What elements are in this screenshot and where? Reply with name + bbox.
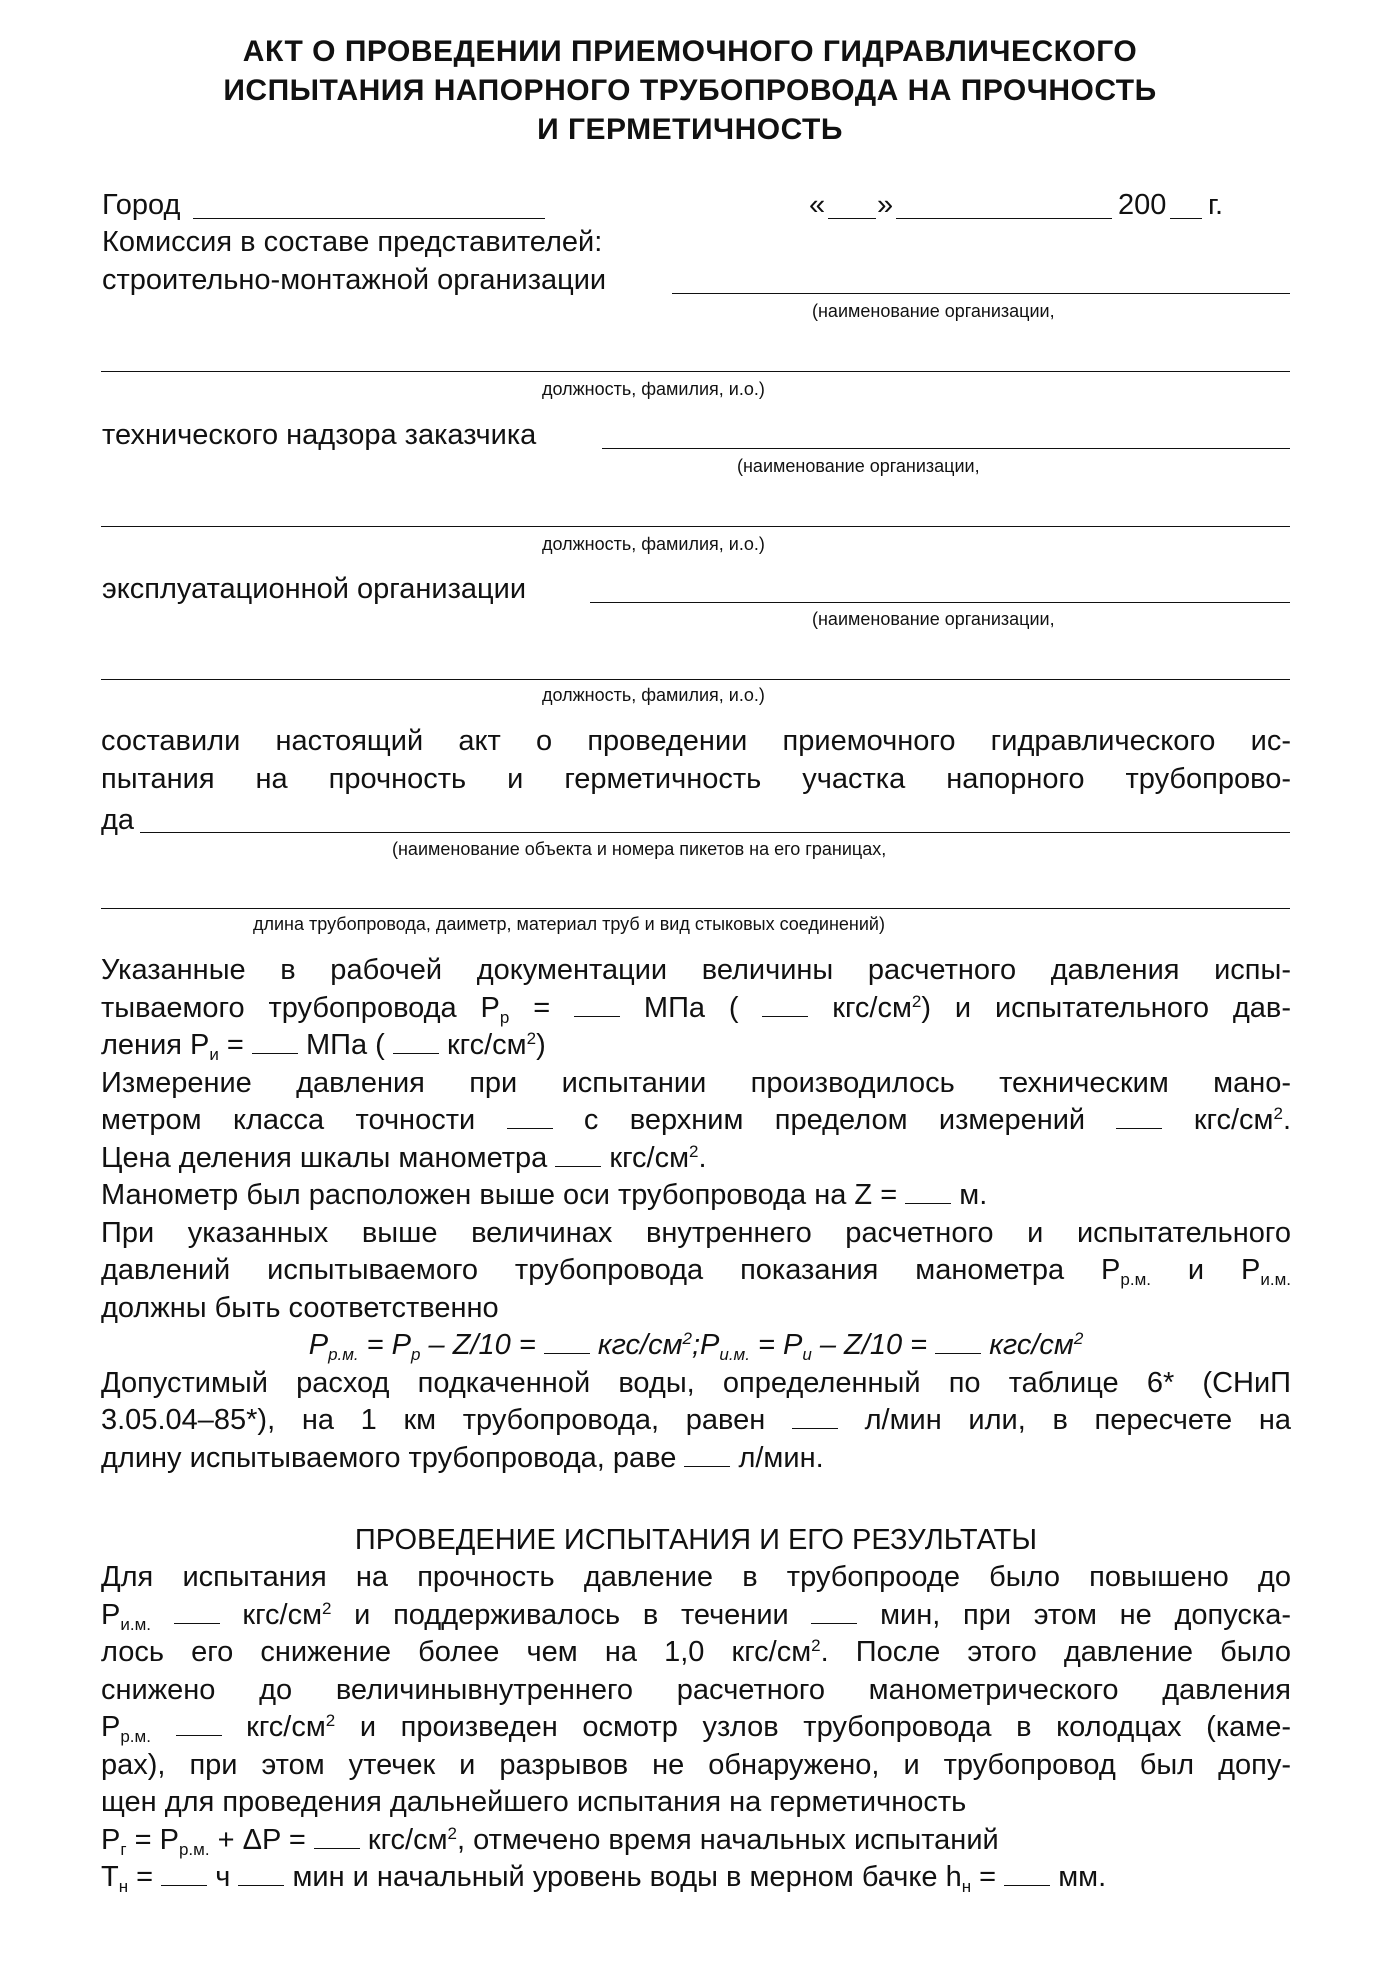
commission-label: Комиссия в составе представителей: xyxy=(102,226,603,258)
allowance-line-1: Допустимый расход подкаченной воды, определенный по таблице 6* (СНиП xyxy=(101,1366,1291,1399)
scale-division-field[interactable] xyxy=(555,1140,601,1167)
design-gauge-pressure-field[interactable] xyxy=(176,1709,222,1736)
pipe-details-field[interactable] xyxy=(101,908,1290,909)
document-title xyxy=(150,32,1230,149)
title-line-2: ИСПЫТАНИЯ НАПОРНОГО ТРУБОПРОВОДА НА ПРОЧНОСТЬ xyxy=(223,74,1157,107)
allowed-flow-per-km-field[interactable] xyxy=(792,1402,838,1429)
results-line-4: снижено до величинывнутреннего расчетного манометрического давления xyxy=(101,1673,1291,1706)
intro-line-2: пытания на прочность и герметичность участка напорного трубопрово- xyxy=(101,762,1291,795)
specs-line-3: ления $P_и$ = МПа ( кгс/$см^2$) xyxy=(101,1029,546,1064)
allowance-line-3: длину испытываемого трубопровода, раве л/мин. xyxy=(101,1441,824,1474)
construction-org-person-field[interactable] xyxy=(101,371,1290,372)
results-line-9: $T_н = ч$ мин и начальный уровень воды в мерном бачке $h_н$ = мм. xyxy=(101,1861,1107,1896)
operating-org-person-field[interactable] xyxy=(101,679,1290,680)
results-line-8: $P_г = P_{р.м.} + \Delta P = кгс/см^2$, отмечено время начальных испытаний xyxy=(101,1823,999,1859)
specs-line-9: давлений испытываемого трубопровода показания манометра $P_{р.м.}$ и $P_{и.м.}$ xyxy=(101,1254,1291,1289)
date-close-quote: » xyxy=(877,189,894,221)
results-line-6: рах), при этом утечек и разрывов не обнаружено, и трубопровод был допу- xyxy=(101,1748,1291,1781)
specs-line-4: Измерение давления при испытании производилось техническим мано- xyxy=(101,1066,1291,1099)
tightness-pressure-field[interactable] xyxy=(314,1822,360,1849)
hold-time-field[interactable] xyxy=(811,1597,857,1624)
year-prefix: 200 xyxy=(1118,189,1167,221)
operating-org-field[interactable] xyxy=(590,602,1290,603)
tech-supervision-label: технического надзора заказчика xyxy=(102,419,537,451)
specs-line-6: Цена деления шкалы манометра кгс/$см^2$. xyxy=(101,1141,707,1174)
results-line-7: щен для проведения дальнейшего испытания на герметичность xyxy=(101,1786,967,1818)
results-line-1: Для испытания на прочность давление в трубопрооде было повышено до xyxy=(101,1561,1291,1593)
specs-line-10: должны быть соответственно xyxy=(101,1291,499,1324)
city-label: Город xyxy=(102,189,181,221)
tech-supervision-person-caption: должность, фамилия, и.о.) xyxy=(542,534,765,554)
construction-org-caption: (наименование организации, xyxy=(812,301,1055,321)
tech-supervision-caption: (наименование организации, xyxy=(737,456,980,476)
gauge-formula: $P_{р.м.} = P_р - Z/10$ = кгс/$см^2;P_{и.м.} = P_и - Z/10 = кгс/см^2$ xyxy=(308,1329,1084,1364)
results-line-5: $P_{р.м.}$ кгс/$см^2$ и произведен осмотр узлов трубопровода в колодцах (каме- xyxy=(101,1711,1291,1746)
date-day-field[interactable] xyxy=(828,218,876,219)
initial-water-level-field[interactable] xyxy=(1004,1859,1050,1886)
tech-supervision-field[interactable] xyxy=(602,448,1290,449)
operating-org-caption: (наименование организации, xyxy=(812,609,1055,629)
title-line-1: АКТ О ПРОВЕДЕНИИ ПРИЕМОЧНОГО ГИДРАВЛИЧЕСКОГО xyxy=(242,35,1138,68)
construction-org-field[interactable] xyxy=(672,293,1290,294)
gauge-reading-im-field[interactable] xyxy=(935,1327,981,1354)
date-month-field[interactable] xyxy=(896,218,1112,219)
intro-paragraph xyxy=(101,723,1291,798)
intro-line-1: составили настоящий акт о проведении приемочного гидравлического ис- xyxy=(101,725,1291,757)
start-hours-field[interactable] xyxy=(161,1859,207,1886)
gauge-reading-rm-field[interactable] xyxy=(544,1327,590,1354)
construction-org-label: строительно-монтажной организации xyxy=(102,264,607,296)
results-line-3: лось его снижение более чем на 1,0 кгс/$см^2$. После этого давление было xyxy=(101,1636,1291,1668)
allowed-flow-total-field[interactable] xyxy=(684,1440,730,1467)
tech-supervision-person-field[interactable] xyxy=(101,526,1290,527)
results-line-2: $P_{и.м.}$ кгс/$см^2$ и поддерживалось в течении мин, при этом не допуска- xyxy=(101,1598,1291,1634)
specs-paragraph xyxy=(101,952,1291,1477)
object-caption: (наименование объекта и номера пикетов на его границах, xyxy=(392,839,887,859)
year-suffix: г. xyxy=(1208,189,1224,221)
design-pressure-mpa-field[interactable] xyxy=(574,990,620,1017)
operating-org-label: эксплуатационной организации xyxy=(102,573,527,605)
results-paragraph xyxy=(101,1559,1291,1897)
year-field[interactable] xyxy=(1170,218,1202,219)
city-field[interactable] xyxy=(193,218,545,219)
specs-line-2: тываемого трубопровода $P_р$ = МПа ( кгс/$см^2$) и испытательного дав- xyxy=(101,991,1291,1027)
gauge-height-field[interactable] xyxy=(905,1177,951,1204)
title-line-3: И ГЕРМЕТИЧНОСТЬ xyxy=(537,113,843,146)
specs-line-8: При указанных выше величинах внутреннего расчетного и испытательного xyxy=(101,1216,1291,1249)
allowance-line-2: 3.05.04–85*), на 1 км трубопровода, равен л/мин или, в пересчете на xyxy=(101,1404,1291,1436)
construction-org-person-caption: должность, фамилия, и.о.) xyxy=(542,379,765,399)
strength-pressure-field[interactable] xyxy=(174,1597,220,1624)
operating-org-person-caption: должность, фамилия, и.о.) xyxy=(542,685,765,705)
specs-line-7: Манометр был расположен выше оси трубопровода на Z = м. xyxy=(101,1179,988,1211)
specs-line-5: метром класса точности с верхним пределом измерений кгс/$см^2$. xyxy=(101,1104,1292,1136)
pipe-details-caption: длина трубопровода, даиметр, материал труб и вид стыковых соединений) xyxy=(253,914,885,934)
accuracy-class-field[interactable] xyxy=(507,1102,553,1129)
specs-line-1: Указанные в рабочей документации величины расчетного давления испы- xyxy=(101,954,1291,986)
design-pressure-kgf-field[interactable] xyxy=(762,990,808,1017)
upper-limit-field[interactable] xyxy=(1116,1102,1162,1129)
test-pressure-kgf-field[interactable] xyxy=(393,1027,439,1054)
intro-line-3: да xyxy=(101,804,135,836)
section-heading: ПРОВЕДЕНИЕ ИСПЫТАНИЯ И ЕГО РЕЗУЛЬТАТЫ xyxy=(354,1524,1038,1556)
object-field[interactable] xyxy=(140,832,1290,833)
start-minutes-field[interactable] xyxy=(238,1859,284,1886)
date-open-quote: « xyxy=(809,189,826,221)
test-pressure-mpa-field[interactable] xyxy=(252,1027,298,1054)
